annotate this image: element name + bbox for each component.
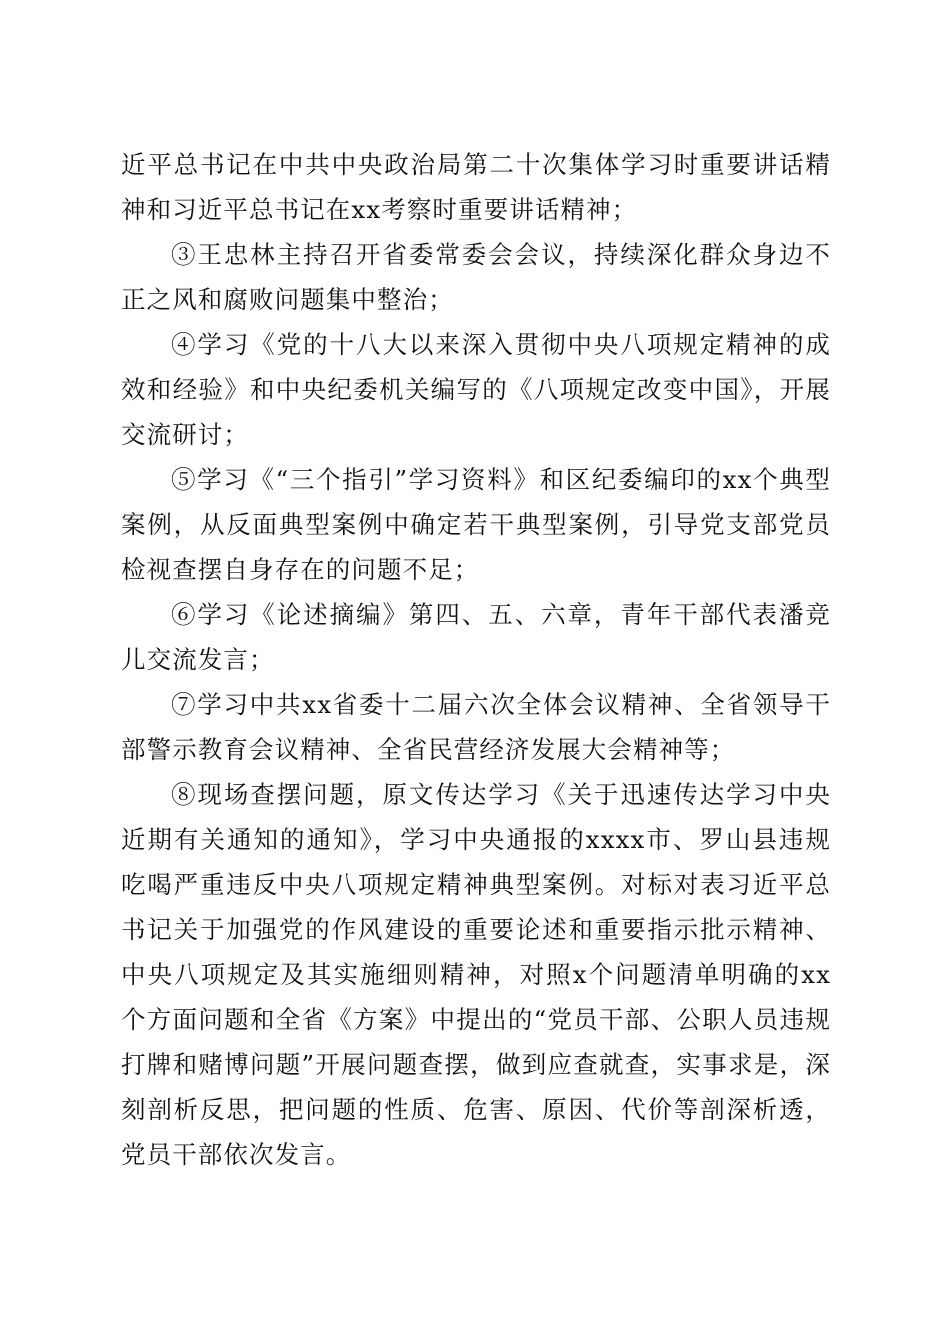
paragraph-item-3: ③王忠林主持召开省委常委会会议，持续深化群众身边不正之风和腐败问题集中整治； — [121, 240, 831, 314]
paragraph-item-5: ⑤学习《“三个指引”学习资料》和区纪委编印的xx个典型案例，从反面典型案例中确定若干典型案例，引导党支部党员检视查摆自身存在的问题不足； — [121, 465, 831, 584]
paragraph-item-7: ⑦学习中共xx省委十二届六次全体会议精神、全省领导干部警示教育会议精神、全省民营经济发展大会精神等； — [121, 690, 831, 764]
paragraph-continuation: 近平总书记在中共中央政治局第二十次集体学习时重要讲话精神和习近平总书记在xx考察时重要讲话精神； — [121, 150, 831, 224]
paragraph-item-6: ⑥学习《论述摘编》第四、五、六章，青年干部代表潘竞儿交流发言； — [121, 600, 831, 674]
paragraph-item-4: ④学习《党的十八大以来深入贯彻中央八项规定精神的成效和经验》和中央纪委机关编写的《八项规定改变中国》，开展交流研讨； — [121, 330, 831, 449]
document-body — [121, 142, 831, 1177]
paragraph-item-8: ⑧现场查摆问题，原文传达学习《关于迅速传达学习中央近期有关通知的通知》，学习中央通报的xxxx市、罗山县违规吃喝严重违反中央八项规定精神典型案例。对标对表习近平总书记关于加强党的作风建设的重要论述和重要指示批示精神、中央八项规定及其实施细则精神，对照x个问题清单明确的xx个方面问题和全省《方案》中提出的“党员干部、公职人员违规打牌和赌博问题”开展问题查摆，做到应查就查，实事求是，深刻剖析反思，把问题的性质、危害、原因、代价等剖深析透，党员干部依次发言。 — [121, 780, 831, 1169]
